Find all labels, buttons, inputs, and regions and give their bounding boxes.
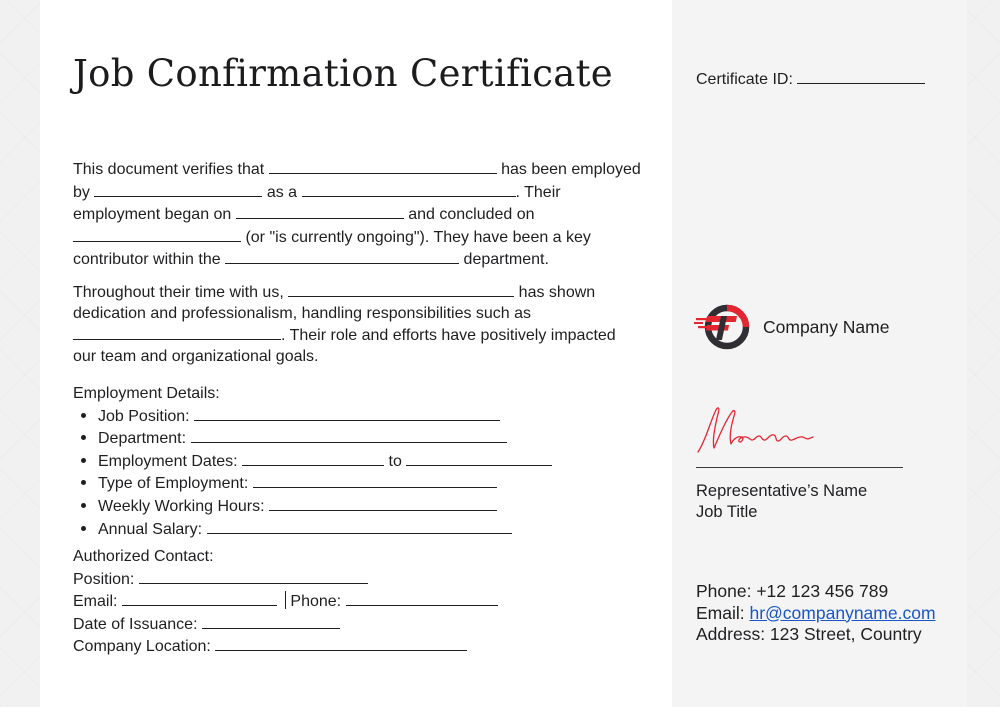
phone-text: Phone: +12 123 456 789 — [696, 581, 889, 601]
detail-label: Department: — [98, 430, 187, 448]
paragraph-text: has been employed by — [73, 161, 641, 201]
position-row — [73, 568, 643, 591]
paragraph-text: and concluded on — [408, 206, 535, 224]
contact-position-blank[interactable] — [139, 568, 368, 584]
address-text: Address: 123 Street, Country — [696, 624, 922, 644]
employment-type-blank[interactable] — [253, 472, 497, 488]
weekly-hours-blank[interactable] — [269, 495, 497, 511]
department-blank[interactable] — [225, 248, 459, 264]
email-label: Email: — [73, 593, 118, 611]
end-date-blank[interactable] — [73, 226, 241, 242]
employment-end-blank[interactable] — [406, 450, 552, 466]
employee-name-blank-2[interactable] — [288, 281, 514, 297]
list-item — [98, 495, 643, 518]
employment-details — [73, 384, 643, 540]
details-list — [73, 405, 643, 541]
detail-label: Annual Salary: — [98, 520, 203, 538]
location-label: Company Location: — [73, 638, 211, 656]
paragraph-text: . Their employment began on — [73, 183, 561, 224]
detail-label: Weekly Working Hours: — [98, 497, 265, 515]
start-date-blank[interactable] — [236, 203, 404, 219]
authorized-contact — [73, 547, 643, 658]
email-label: Email: — [696, 602, 750, 623]
employer-blank[interactable] — [94, 181, 262, 197]
company-name: Company Name — [763, 316, 890, 337]
signature-line — [696, 467, 903, 468]
paragraph-text: department. — [463, 251, 549, 269]
verification-paragraph — [73, 158, 643, 271]
employment-start-blank[interactable] — [242, 450, 384, 466]
job-position-blank[interactable] — [194, 405, 500, 421]
company-brand — [694, 302, 889, 352]
email-row — [696, 603, 936, 625]
paragraph-text: . Their role and efforts have positively impacted our team and organizational goals. — [73, 327, 616, 365]
responsibilities-blank[interactable] — [73, 324, 281, 340]
position-label: Position: — [73, 570, 135, 588]
list-item — [98, 405, 643, 428]
page-title: Job Confirmation Certificate — [73, 52, 613, 95]
email-phone-row — [73, 590, 643, 613]
certificate-id-label: Certificate ID: — [696, 71, 793, 88]
representative-job-title: Job Title — [696, 503, 758, 521]
location-row — [73, 635, 643, 658]
certificate-id — [696, 68, 925, 89]
paragraph-text: Throughout their time with us, — [73, 284, 284, 301]
details-heading: Employment Details: — [73, 385, 220, 402]
phone-label: Phone: — [290, 593, 342, 611]
issuance-label: Date of Issuance: — [73, 615, 198, 633]
divider — [285, 591, 287, 609]
signature-image — [692, 400, 818, 460]
company-location-blank[interactable] — [215, 635, 467, 651]
detail-label: Employment Dates: — [98, 452, 238, 470]
list-item — [98, 427, 643, 450]
detail-label: Type of Employment: — [98, 475, 249, 493]
annual-salary-blank[interactable] — [207, 518, 512, 534]
issuance-row — [73, 613, 643, 636]
paragraph-text: has shown dedication and professionalism, handling responsibilities such as — [73, 284, 596, 322]
paragraph-text: (or "is currently ongoing"). They have been a key contributor within the — [73, 228, 591, 269]
representative-name: Representative’s Name — [696, 482, 868, 500]
contact-heading: Authorized Contact: — [73, 548, 214, 565]
contact-email-blank[interactable] — [122, 590, 277, 606]
paragraph-text: as a — [266, 183, 298, 201]
paragraph-text: This document verifies that — [73, 161, 265, 178]
appreciation-paragraph — [73, 281, 643, 367]
job-role-blank[interactable] — [302, 181, 516, 197]
email-link[interactable]: hr@companyname.com — [749, 602, 936, 623]
detail-label: Job Position: — [98, 407, 190, 425]
certificate-id-blank[interactable] — [797, 68, 925, 84]
department-field-blank[interactable] — [191, 427, 507, 443]
contact-phone-blank[interactable] — [346, 590, 498, 606]
company-logo-icon — [694, 302, 752, 352]
list-item — [98, 472, 643, 495]
employee-name-blank[interactable] — [269, 158, 497, 174]
company-contact-info — [696, 581, 936, 646]
list-item — [98, 450, 643, 473]
list-item — [98, 518, 643, 541]
issuance-date-blank[interactable] — [202, 613, 340, 629]
to-label: to — [388, 452, 402, 470]
